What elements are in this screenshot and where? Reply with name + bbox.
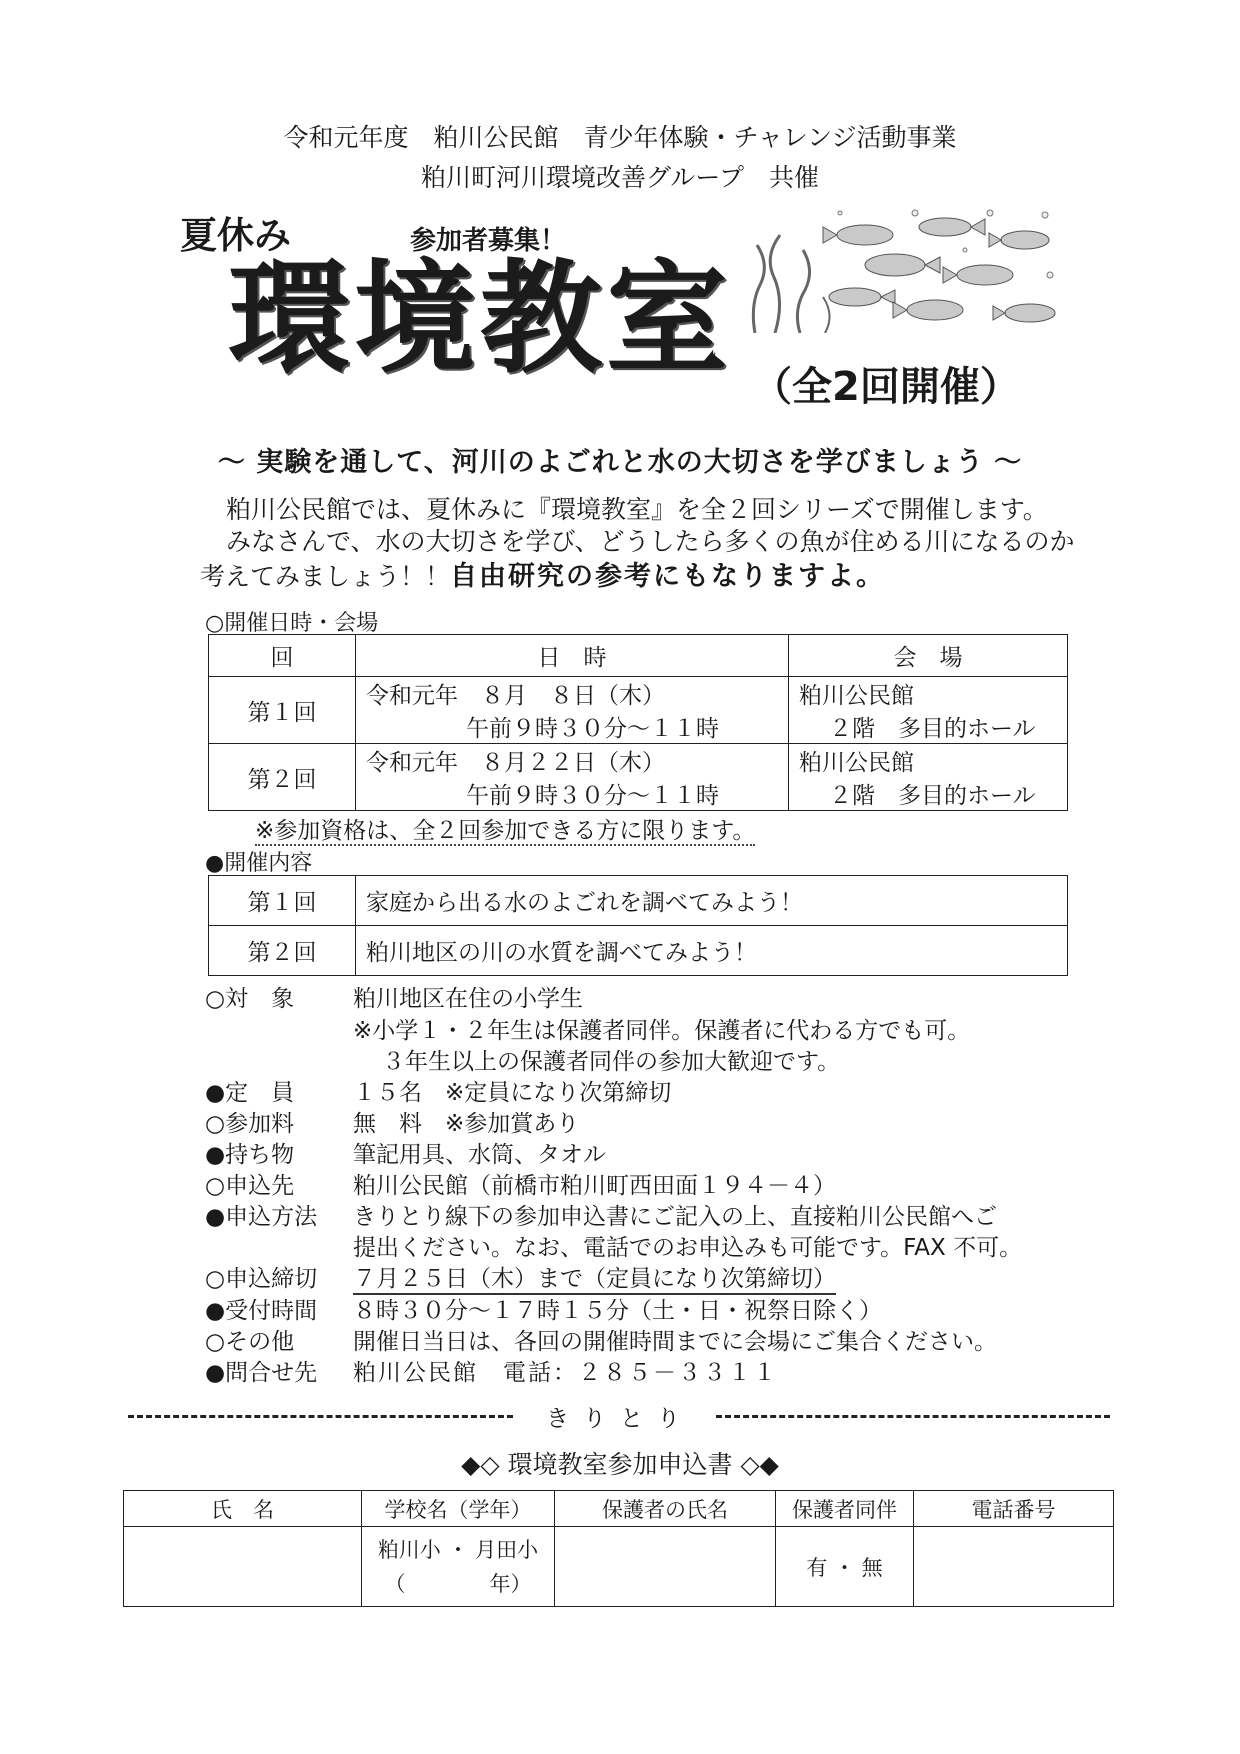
schedule-row [209, 677, 1068, 744]
form-header-guardian: 保護者の氏名 [555, 1491, 776, 1527]
schedule-place-1: 粕川公民館 [799, 750, 914, 776]
form-phone-field[interactable] [914, 1527, 1114, 1607]
intro-line-1: 粕川公民館では、夏休みに『環境教室』を全２回シリーズで開催します。 [226, 495, 1048, 524]
schedule-time: 午前９時３０分～１１時 [466, 783, 719, 809]
schedule-place-1: 粕川公民館 [799, 683, 914, 709]
schedule-time: 午前９時３０分～１１時 [466, 716, 719, 742]
schedule-place-2: ２階 多目的ホール [829, 716, 1036, 742]
detail-value: ８時３０分～１７時１５分（土・日・祝祭日除く） [353, 1298, 882, 1324]
intro-line-3a: 考えてみましょう！！ [200, 562, 451, 591]
intro-line-3 [200, 554, 885, 593]
kaisai-count: （全2回開催） [752, 364, 1020, 410]
cutline-label: きりとり [546, 1406, 694, 1432]
fish-icon [823, 218, 1055, 322]
detail-label: ○申込先 [205, 1173, 295, 1199]
schedule-note [255, 812, 755, 845]
schedule-kai: 第２回 [209, 744, 356, 811]
detail-label: ●申込方法 [205, 1204, 318, 1230]
detail-label: ○その他 [205, 1329, 295, 1355]
form-name-field[interactable] [124, 1527, 362, 1607]
detail-label: ○参加料 [205, 1111, 295, 1137]
detail-value: 粕川公民館（前橋市粕川町西田面１９４－４） [353, 1173, 836, 1199]
form-header-row [124, 1491, 1114, 1527]
intro-line-2: みなさんで、水の大切さを学び、どうしたら多くの魚が住める川になるのか [226, 527, 1075, 556]
header-line-2: 粕川町河川環境改善グループ 共催 [420, 163, 819, 192]
content-text: 粕川地区の川の水質を調べてみよう！ [356, 926, 1068, 976]
schedule-header-date: 日 時 [356, 635, 789, 677]
schedule-date: 令和元年 ８月 ８日（木） [366, 683, 665, 709]
detail-method-line-2: 提出ください。なお、電話でのお申込みも可能です。FAX 不可。 [353, 1235, 1023, 1261]
form-header-school: 学校名（学年） [362, 1491, 555, 1527]
schedule-header-place: 会 場 [789, 635, 1068, 677]
boshu-label: 参加者募集！ [410, 226, 567, 256]
content-row [209, 876, 1068, 926]
detail-label: ○申込締切 [205, 1266, 318, 1292]
detail-value: ７月２５日（木）まで（定員になり次第締切） [353, 1260, 836, 1295]
detail-value: 無 料 ※参加賞あり [353, 1111, 580, 1137]
form-header-name: 氏 名 [124, 1491, 362, 1527]
schedule-header-kai: 回 [209, 635, 356, 677]
form-school-options: 粕川小 ・ 月田小 [377, 1537, 539, 1562]
content-table [208, 875, 1068, 976]
detail-label: ●定 員 [205, 1080, 295, 1106]
content-kai: 第２回 [209, 926, 356, 976]
schedule-datetime [356, 744, 789, 811]
detail-value: １５名 ※定員になり次第締切 [353, 1080, 672, 1106]
detail-target-note-2: ３年生以上の保護者同伴の参加大歓迎です。 [382, 1049, 841, 1075]
form-title: ◆◇ 環境教室参加申込書 ◇◆ [461, 1450, 779, 1479]
form-school-field[interactable] [362, 1527, 555, 1607]
detail-target-note-1: ※小学１・２年生は保護者同伴。保護者に代わる方でも可。 [353, 1018, 971, 1044]
content-kai: 第１回 [209, 876, 356, 926]
detail-value: 筆記用具、水筒、タオル [353, 1142, 606, 1168]
form-entry-row [124, 1527, 1114, 1607]
detail-value: 粕川公民館 電話：２８５－３３１１ [353, 1360, 778, 1386]
form-accompany-field[interactable]: 有 ・ 無 [776, 1527, 914, 1607]
detail-value: 粕川地区在住の小学生 [353, 986, 583, 1012]
schedule-place-2: ２階 多目的ホール [829, 783, 1036, 809]
content-text: 家庭から出る水のよごれを調べてみよう！ [356, 876, 1068, 926]
header-line-1: 令和元年度 粕川公民館 青少年体験・チャレンジ活動事業 [283, 123, 957, 152]
natsuyasumi-label: 夏休み [180, 214, 291, 257]
detail-value: きりとり線下の参加申込書にご記入の上、直接粕川公民館へご [353, 1204, 997, 1230]
detail-label: ●受付時間 [205, 1298, 318, 1324]
form-guardian-field[interactable] [555, 1527, 776, 1607]
schedule-row [209, 744, 1068, 811]
form-grade-field: （ 年） [384, 1571, 532, 1596]
schedule-note-text: ※参加資格は、全２回参加できる方に限ります。 [255, 818, 756, 844]
schedule-date: 令和元年 ８月２２日（木） [366, 750, 665, 776]
schedule-place [789, 744, 1068, 811]
schedule-place [789, 677, 1068, 744]
seaweed-icon [753, 235, 829, 333]
content-heading: ●開催内容 [205, 851, 313, 876]
schedule-datetime [356, 677, 789, 744]
cutline-right [716, 1415, 1110, 1418]
form-header-accompany: 保護者同伴 [776, 1491, 914, 1527]
schedule-kai: 第１回 [209, 677, 356, 744]
detail-label: ●持ち物 [205, 1142, 295, 1168]
detail-label: ●問合せ先 [205, 1360, 318, 1386]
intro-line-3b: 自由研究の参考にもなりますよ。 [450, 561, 886, 592]
detail-value: 開催日当日は、各回の開催時間までに会場にご集合ください。 [353, 1329, 997, 1355]
content-row [209, 926, 1068, 976]
detail-label: ○対 象 [205, 986, 295, 1012]
fish-illustration [745, 205, 1063, 333]
subtitle: ～ 実験を通して、河川のよごれと水の大切さを学びましょう ～ [217, 447, 1023, 478]
schedule-heading: ○開催日時・会場 [205, 611, 379, 636]
application-form-table [123, 1490, 1114, 1607]
schedule-table [208, 634, 1068, 811]
main-title: 環境教室 [228, 248, 732, 390]
schedule-header-row [209, 635, 1068, 677]
form-header-phone: 電話番号 [914, 1491, 1114, 1527]
